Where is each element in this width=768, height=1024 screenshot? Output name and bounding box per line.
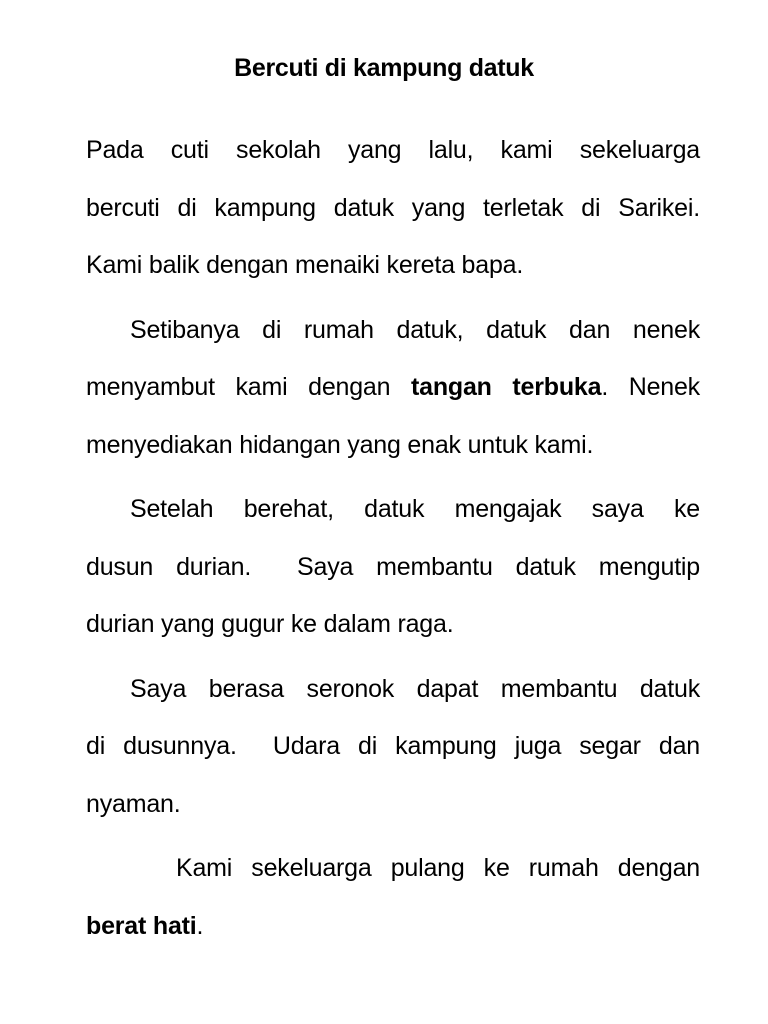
paragraph-3 <box>86 481 700 654</box>
paragraph-1-line-3: Kami balik dengan menaiki kereta bapa. <box>86 251 524 279</box>
paragraph-2-line-2-text: menyambut kami dengan <box>86 373 411 401</box>
paragraph-4 <box>86 661 700 834</box>
paragraph-3-line-1: Setelah berehat, datuk mengajak saya ke <box>130 495 700 523</box>
emphasis-tangan-terbuka: tangan terbuka <box>411 373 602 401</box>
document-body <box>86 122 700 962</box>
paragraph-3-line-3: durian yang gugur ke dalam raga. <box>86 610 454 638</box>
paragraph-5-line-2-end: . <box>196 911 204 940</box>
paragraph-4-line-2: di dusunnya. Udara di kampung juga segar dan <box>86 732 700 760</box>
paragraph-5-line-2 <box>86 898 700 956</box>
paragraph-1 <box>86 122 700 295</box>
paragraph-2-line-2 <box>86 359 700 417</box>
paragraph-4-line-3: nyaman. <box>86 789 181 818</box>
paragraph-1-line-1: Pada cuti sekolah yang lalu, kami sekeluarga <box>86 136 700 164</box>
paragraph-5 <box>86 840 700 955</box>
paragraph-3-line-2: dusun durian. Saya membantu datuk mengutip <box>86 552 700 581</box>
paragraph-1-line-2: bercuti di kampung datuk yang terletak di Sarikei. <box>86 193 700 222</box>
paragraph-4-line-1: Saya berasa seronok dapat membantu datuk <box>130 674 700 703</box>
paragraph-5-line-1: Kami sekeluarga pulang ke rumah dengan <box>176 854 700 882</box>
paragraph-2-line-2-end: . Nenek <box>601 373 700 401</box>
paragraph-2-line-3: menyediakan hidangan yang enak untuk kami. <box>86 430 594 459</box>
emphasis-berat-hati: berat hati <box>86 911 197 940</box>
document-title: Bercuti di kampung datuk <box>234 54 534 82</box>
paragraph-2 <box>86 302 700 475</box>
paragraph-2-line-1: Setibanya di rumah datuk, datuk dan nenek <box>130 315 700 344</box>
